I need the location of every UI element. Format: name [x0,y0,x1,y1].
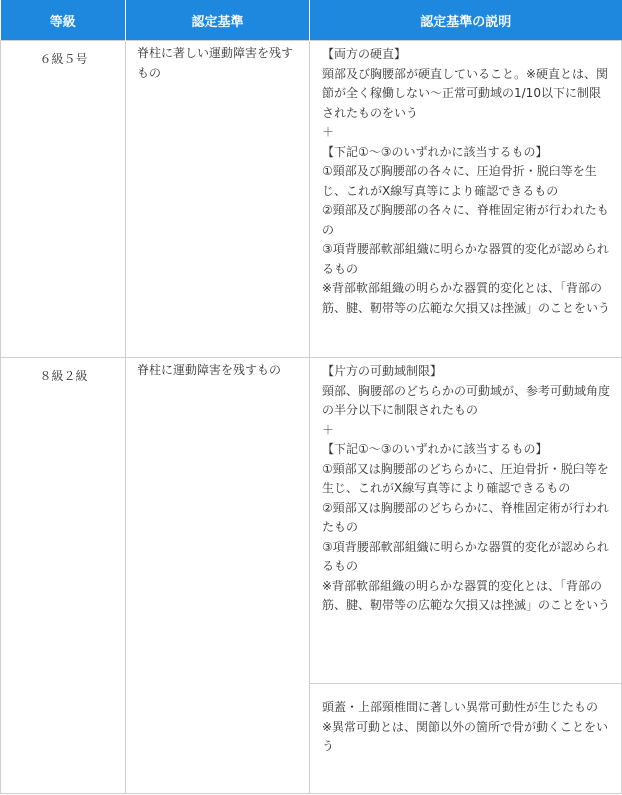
explanation-line: 【下記①〜③のいずれかに該当するもの】 [322,442,548,456]
explanation-line: ＋ [322,422,335,437]
header-explanation: 認定基準の説明 [310,0,622,41]
explanation-line: ※背部軟部組織の明らかな器質的変化とは、「背部の筋、腱、靭帯等の広範な欠損又は挫滅」のことをいう [322,578,611,612]
explanation-line: 頸部、胸腰部のどちらかの可動域が、参考可動域角度の半分以下に制限されたもの [322,383,611,417]
explanation-line: ②頸部又は胸腰部のどちらかに、脊椎固定術が行われたもの [322,500,609,534]
criteria-cell: 脊柱に運動障害を残すもの [126,358,310,794]
explanation-line: ①頸部又は胸腰部のどちらかに、圧迫骨折・脱臼等を生じ、これがX線写真等により確認できるもの [322,461,609,495]
table-row [1,358,622,684]
explanation-line: ②頸部及び胸腰部の各々に、脊椎固定術が行われたもの [322,203,609,237]
explanation-line: ※背部軟部組織の明らかな器質的変化とは、「背部の筋、腱、靭帯等の広範な欠損又は挫滅」のことをいう [322,281,611,315]
criteria-cell: 脊柱に著しい運動障害を残すもの [126,41,310,358]
table-header-row [1,0,622,41]
explanation-cell [310,41,622,358]
explanation-line: ※異常可動とは、関節以外の箇所で骨が動くことをいう [322,719,609,753]
explanation-line: 【下記①〜③のいずれかに該当するもの】 [322,144,548,159]
explanation-line: ＋ [322,125,335,139]
explanation-line: 頭蓋・上部頸椎間に著しい異常可動性が生じたもの [322,700,599,714]
table-row [1,41,622,358]
grade-cell: ８級２級 [1,358,126,794]
explanation-line: 【両方の硬直】 [322,47,407,61]
explanation-line: ③項背腰部軟部組織に明らかな器質的変化が認められるもの [322,242,609,276]
explanation-cell-extra [310,684,622,794]
header-criteria: 認定基準 [126,0,310,41]
explanation-line: 【片方の可動域制限】 [322,364,443,378]
explanation-cell [310,358,622,684]
explanation-line: 頸部及び胸腰部が硬直していること。※硬直とは、関節が全く稼働しない〜正常可動域の1/10以下に制限されたものをいう [322,66,609,120]
explanation-line: ①頸部及び胸腰部の各々に、圧迫骨折・脱臼等を生じ、これがX線写真等により確認できるもの [322,164,597,198]
explanation-line: ③項背腰部軟部組織に明らかな器質的変化が認められるもの [322,539,609,573]
header-grade: 等級 [1,0,126,41]
grade-cell: ６級５号 [1,41,126,358]
